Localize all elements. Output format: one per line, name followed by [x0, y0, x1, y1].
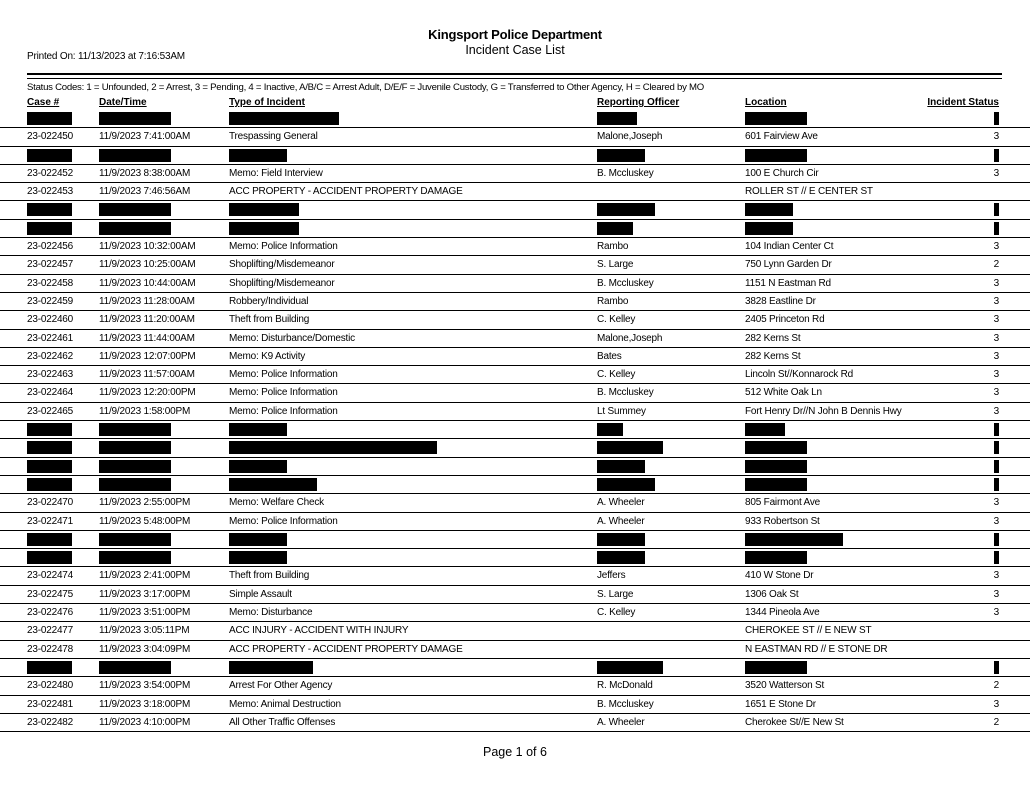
cell-datetime: 11/9/2023 11:44:00AM [99, 332, 195, 344]
printed-on: Printed On: 11/13/2023 at 7:16:53AM [27, 51, 185, 62]
table-row [0, 714, 1030, 732]
redaction-bar [99, 112, 171, 125]
redaction-bar [745, 661, 807, 674]
cell-officer: A. Wheeler [597, 716, 645, 728]
cell-status: 3 [993, 405, 999, 417]
redaction-bar [229, 661, 313, 674]
redaction-bar [99, 441, 171, 454]
cell-type: Memo: Disturbance/Domestic [229, 332, 355, 344]
table-row [0, 403, 1030, 421]
redaction-bar [229, 149, 287, 162]
cell-type: Trespassing General [229, 131, 318, 143]
incident-table-body [0, 110, 1030, 732]
cell-officer: A. Wheeler [597, 497, 645, 509]
cell-officer: A. Wheeler [597, 515, 645, 527]
redaction-bar [597, 441, 663, 454]
cell-location: 2405 Princeton Rd [745, 314, 825, 326]
redaction-bar [994, 533, 999, 546]
table-row [0, 128, 1030, 146]
cell-officer: Jeffers [597, 570, 626, 582]
column-header-status: Incident Status [927, 97, 999, 108]
table-row [0, 348, 1030, 366]
table-row [0, 293, 1030, 311]
cell-status: 3 [993, 497, 999, 509]
cell-location: N EASTMAN RD // E STONE DR [745, 643, 888, 655]
cell-case: 23-022461 [27, 332, 74, 344]
header-rule-thin [27, 78, 1002, 79]
cell-status: 3 [993, 241, 999, 253]
cell-type: ACC PROPERTY - ACCIDENT PROPERTY DAMAGE [229, 643, 463, 655]
cell-type: Memo: Disturbance [229, 607, 313, 619]
redaction-bar [745, 112, 807, 125]
status-codes-legend: Status Codes: 1 = Unfounded, 2 = Arrest, 3 = Pending, 4 = Inactive, A/B/C = Arrest Adult, D/E/F = Juvenile Custody, G = Transferred to Other Agency, H = Cleared by MO [27, 82, 704, 93]
redaction-bar [994, 149, 999, 162]
cell-officer: B. Mccluskey [597, 277, 654, 289]
redaction-bar [597, 551, 645, 564]
column-header-case: Case # [27, 97, 60, 108]
cell-case: 23-022464 [27, 387, 74, 399]
redaction-bar [597, 533, 645, 546]
cell-case: 23-022471 [27, 515, 74, 527]
cell-datetime: 11/9/2023 3:54:00PM [99, 680, 191, 692]
redaction-bar [229, 112, 339, 125]
table-row [0, 165, 1030, 183]
cell-case: 23-022463 [27, 369, 74, 381]
redaction-bar [597, 661, 663, 674]
cell-location: 100 E Church Cir [745, 167, 819, 179]
cell-status: 3 [993, 698, 999, 710]
cell-officer: S. Large [597, 259, 634, 271]
cell-case: 23-022465 [27, 405, 74, 417]
cell-case: 23-022459 [27, 295, 74, 307]
redaction-bar [27, 533, 72, 546]
cell-status: 3 [993, 295, 999, 307]
cell-status: 3 [993, 167, 999, 179]
redaction-bar [27, 112, 72, 125]
redaction-bar [229, 478, 317, 491]
cell-type: Theft from Building [229, 570, 310, 582]
cell-datetime: 11/9/2023 2:41:00PM [99, 570, 191, 582]
cell-datetime: 11/9/2023 10:44:00AM [99, 277, 196, 289]
cell-case: 23-022458 [27, 277, 74, 289]
table-row-redacted [0, 110, 1030, 128]
redaction-bar [745, 460, 807, 473]
table-row-redacted [0, 220, 1030, 238]
cell-location: 3828 Eastline Dr [745, 295, 816, 307]
redaction-bar [745, 478, 807, 491]
cell-officer: S. Large [597, 588, 634, 600]
cell-datetime: 11/9/2023 12:20:00PM [99, 387, 196, 399]
redaction-bar [994, 661, 999, 674]
cell-location: 3520 Watterson St [745, 680, 825, 692]
cell-case: 23-022457 [27, 259, 74, 271]
cell-status: 3 [993, 369, 999, 381]
cell-location: CHEROKEE ST // E NEW ST [745, 625, 872, 637]
redaction-bar [745, 551, 807, 564]
cell-location: Fort Henry Dr//N John B Dennis Hwy [745, 405, 902, 417]
report-header [0, 27, 1030, 57]
column-header-officer: Reporting Officer [597, 97, 680, 108]
page-footer: Page 1 of 6 [483, 745, 547, 759]
table-row [0, 677, 1030, 695]
redaction-bar [27, 551, 72, 564]
column-header-location: Location [745, 97, 787, 108]
redaction-bar [745, 222, 793, 235]
column-header-datetime: Date/Time [99, 97, 147, 108]
cell-case: 23-022456 [27, 241, 74, 253]
cell-case: 23-022477 [27, 625, 74, 637]
cell-officer: C. Kelley [597, 314, 636, 326]
cell-status: 3 [993, 277, 999, 289]
table-row-redacted [0, 421, 1030, 439]
redaction-bar [994, 551, 999, 564]
redaction-bar [99, 222, 171, 235]
redaction-bar [994, 478, 999, 491]
cell-type: Shoplifting/Misdemeanor [229, 277, 335, 289]
cell-case: 23-022453 [27, 186, 74, 198]
table-row [0, 696, 1030, 714]
redaction-bar [99, 661, 171, 674]
cell-location: 1344 Pineola Ave [745, 607, 820, 619]
redaction-bar [994, 112, 999, 125]
table-row [0, 494, 1030, 512]
table-row [0, 513, 1030, 531]
table-row [0, 238, 1030, 256]
redaction-bar [99, 149, 171, 162]
cell-case: 23-022478 [27, 643, 74, 655]
cell-status: 3 [993, 570, 999, 582]
table-row [0, 384, 1030, 402]
cell-location: 1151 N Eastman Rd [745, 277, 831, 289]
cell-officer: R. McDonald [597, 680, 653, 692]
cell-location: ROLLER ST // E CENTER ST [745, 186, 873, 198]
cell-datetime: 11/9/2023 12:07:00PM [99, 350, 196, 362]
cell-location: 1306 Oak St [745, 588, 799, 600]
cell-datetime: 11/9/2023 4:10:00PM [99, 716, 191, 728]
table-row-redacted [0, 147, 1030, 165]
cell-case: 23-022476 [27, 607, 74, 619]
table-row-redacted [0, 549, 1030, 567]
cell-type: Simple Assault [229, 588, 292, 600]
cell-datetime: 11/9/2023 11:57:00AM [99, 369, 195, 381]
redaction-bar [27, 222, 72, 235]
cell-officer: Bates [597, 350, 622, 362]
redaction-bar [597, 203, 655, 216]
cell-case: 23-022474 [27, 570, 74, 582]
redaction-bar [745, 203, 793, 216]
cell-case: 23-022475 [27, 588, 74, 600]
table-row [0, 641, 1030, 659]
cell-datetime: 11/9/2023 7:46:56AM [99, 186, 191, 198]
cell-location: 933 Robertson St [745, 515, 820, 527]
cell-datetime: 11/9/2023 8:38:00AM [99, 167, 191, 179]
column-header-type: Type of Incident [229, 97, 305, 108]
table-row [0, 311, 1030, 329]
cell-case: 23-022460 [27, 314, 74, 326]
cell-datetime: 11/9/2023 1:58:00PM [99, 405, 191, 417]
cell-type: All Other Traffic Offenses [229, 716, 336, 728]
cell-type: Memo: Police Information [229, 241, 338, 253]
cell-status: 2 [993, 259, 999, 271]
cell-case: 23-022482 [27, 716, 74, 728]
cell-case: 23-022452 [27, 167, 74, 179]
cell-location: Lincoln St//Konnarock Rd [745, 369, 854, 381]
redaction-bar [99, 478, 171, 491]
cell-officer: Lt Summey [597, 405, 646, 417]
cell-status: 3 [993, 332, 999, 344]
cell-type: Memo: Police Information [229, 387, 338, 399]
cell-officer: Rambo [597, 241, 629, 253]
table-row [0, 604, 1030, 622]
cell-type: ACC INJURY - ACCIDENT WITH INJURY [229, 625, 409, 637]
redaction-bar [994, 460, 999, 473]
cell-datetime: 11/9/2023 3:04:09PM [99, 643, 191, 655]
redaction-bar [994, 441, 999, 454]
cell-type: Shoplifting/Misdemeanor [229, 259, 335, 271]
cell-location: Cherokee St//E New St [745, 716, 844, 728]
cell-type: Arrest For Other Agency [229, 680, 333, 692]
column-header-row [0, 97, 1030, 111]
cell-case: 23-022462 [27, 350, 74, 362]
cell-officer: B. Mccluskey [597, 167, 654, 179]
redaction-bar [27, 423, 72, 436]
table-row-redacted [0, 201, 1030, 219]
cell-status: 2 [993, 716, 999, 728]
redaction-bar [99, 423, 171, 436]
redaction-bar [229, 533, 287, 546]
table-row-redacted [0, 659, 1030, 677]
cell-status: 3 [993, 387, 999, 399]
cell-type: Memo: Animal Destruction [229, 698, 341, 710]
cell-datetime: 11/9/2023 3:05:11PM [99, 625, 190, 637]
cell-status: 3 [993, 314, 999, 326]
cell-datetime: 11/9/2023 5:48:00PM [99, 515, 191, 527]
redaction-bar [99, 551, 171, 564]
cell-datetime: 11/9/2023 10:32:00AM [99, 241, 196, 253]
cell-status: 3 [993, 588, 999, 600]
cell-type: Memo: Police Information [229, 369, 338, 381]
redaction-bar [99, 203, 171, 216]
cell-type: Memo: Welfare Check [229, 497, 324, 509]
redaction-bar [99, 533, 171, 546]
cell-officer: C. Kelley [597, 607, 636, 619]
cell-case: 23-022470 [27, 497, 74, 509]
cell-location: 104 Indian Center Ct [745, 241, 834, 253]
cell-type: Theft from Building [229, 314, 310, 326]
cell-officer: B. Mccluskey [597, 698, 654, 710]
cell-type: Memo: Police Information [229, 515, 338, 527]
redaction-bar [229, 203, 299, 216]
cell-datetime: 11/9/2023 3:18:00PM [99, 698, 191, 710]
cell-officer: Malone,Joseph [597, 332, 663, 344]
redaction-bar [229, 222, 299, 235]
redaction-bar [27, 149, 72, 162]
cell-officer: B. Mccluskey [597, 387, 654, 399]
table-row [0, 330, 1030, 348]
redaction-bar [597, 423, 623, 436]
table-row [0, 256, 1030, 274]
cell-location: 410 W Stone Dr [745, 570, 814, 582]
cell-datetime: 11/9/2023 7:41:00AM [99, 131, 191, 143]
redaction-bar [27, 478, 72, 491]
cell-status: 2 [993, 680, 999, 692]
redaction-bar [27, 203, 72, 216]
redaction-bar [597, 478, 655, 491]
redaction-bar [229, 460, 287, 473]
table-row [0, 366, 1030, 384]
redaction-bar [994, 203, 999, 216]
cell-datetime: 11/9/2023 3:17:00PM [99, 588, 191, 600]
department-title: Kingsport Police Department [428, 27, 602, 42]
table-row [0, 567, 1030, 585]
table-row [0, 622, 1030, 640]
cell-type: Memo: Police Information [229, 405, 338, 417]
redaction-bar [229, 423, 287, 436]
table-row [0, 275, 1030, 293]
redaction-bar [597, 112, 637, 125]
cell-type: Memo: K9 Activity [229, 350, 306, 362]
cell-case: 23-022480 [27, 680, 74, 692]
redaction-bar [99, 460, 171, 473]
table-row-redacted [0, 458, 1030, 476]
redaction-bar [27, 441, 72, 454]
table-row-redacted [0, 439, 1030, 457]
cell-status: 3 [993, 131, 999, 143]
redaction-bar [27, 661, 72, 674]
report-title: Incident Case List [465, 43, 565, 57]
cell-officer: C. Kelley [597, 369, 636, 381]
redaction-bar [745, 533, 843, 546]
table-row-redacted [0, 476, 1030, 494]
table-row [0, 586, 1030, 604]
redaction-bar [27, 460, 72, 473]
redaction-bar [229, 551, 287, 564]
redaction-bar [994, 423, 999, 436]
table-row-redacted [0, 531, 1030, 549]
cell-location: 1651 E Stone Dr [745, 698, 816, 710]
redaction-bar [745, 149, 807, 162]
cell-officer: Rambo [597, 295, 629, 307]
cell-status: 3 [993, 515, 999, 527]
header-rule-thick [27, 73, 1002, 75]
redaction-bar [597, 460, 645, 473]
cell-datetime: 11/9/2023 2:55:00PM [99, 497, 191, 509]
redaction-bar [745, 423, 785, 436]
table-row [0, 183, 1030, 201]
cell-location: 282 Kerns St [745, 332, 801, 344]
cell-officer: Malone,Joseph [597, 131, 663, 143]
redaction-bar [994, 222, 999, 235]
cell-status: 3 [993, 350, 999, 362]
cell-location: 750 Lynn Garden Dr [745, 259, 832, 271]
cell-datetime: 11/9/2023 11:20:00AM [99, 314, 195, 326]
cell-case: 23-022450 [27, 131, 74, 143]
cell-datetime: 11/9/2023 11:28:00AM [99, 295, 195, 307]
cell-datetime: 11/9/2023 3:51:00PM [99, 607, 191, 619]
redaction-bar [597, 149, 645, 162]
cell-datetime: 11/9/2023 10:25:00AM [99, 259, 196, 271]
cell-type: Memo: Field Interview [229, 167, 323, 179]
redaction-bar [229, 441, 437, 454]
redaction-bar [597, 222, 633, 235]
cell-location: 805 Fairmont Ave [745, 497, 820, 509]
cell-status: 3 [993, 607, 999, 619]
cell-location: 282 Kerns St [745, 350, 801, 362]
cell-type: Robbery/Individual [229, 295, 309, 307]
cell-case: 23-022481 [27, 698, 74, 710]
cell-type: ACC PROPERTY - ACCIDENT PROPERTY DAMAGE [229, 186, 463, 198]
cell-location: 512 White Oak Ln [745, 387, 822, 399]
redaction-bar [745, 441, 807, 454]
cell-location: 601 Fairview Ave [745, 131, 818, 143]
